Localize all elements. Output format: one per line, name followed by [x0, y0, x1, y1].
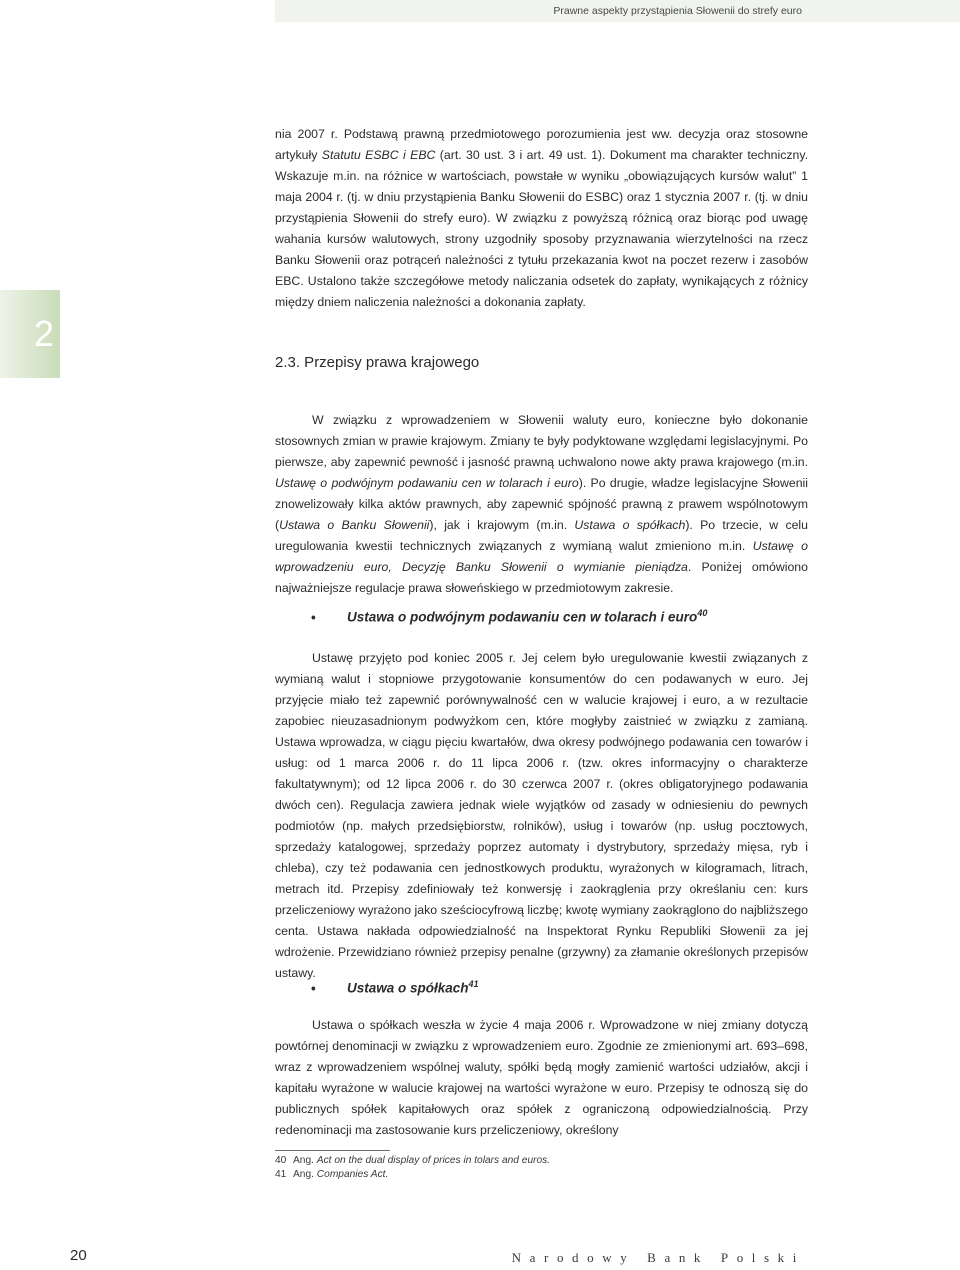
footnote-number: 40	[275, 1155, 287, 1166]
text-run: Ustawę przyjęto pod koniec 2005 r. Jej celem było uregulowanie kwestii związanych z wymianą walut i stopniowe przygotowanie konsumentów do cen podawanych w euro. Jej przyjęcie miało też zapewnić porównywalność cen w walucie krajowej i euro, a w rezultacie zapobiec nieuzasadnionym podwyżkom cen, które mogłyby zaistnieć w związku z zamianą. Ustawa wprowadza, w ciągu pięciu kwartałów, dwa okresy podwójnego podawania cen towarów i usług: od 1 marca 2006 r. do 11 lipca 2006 r. (tzw. okres informacyjny o charakterze fakultatywnym); od 12 lipca 2006 r. do 30 czerwca 2007 r. (okres obligatoryjnego podawania dwóch cen). Regulacja zawiera jednak wiele wyjątków od zasady w odniesieniu do pewnych podmiotów (np. małych przedsiębiorstw, rolników), usług i towarów (np. usług pocztowych, sprzedaży katalogowej, sprzedaży poprzez automaty i dystrybutory, sprzedaży mięsa, ryb i chleba), czy też podawania cen jednostkowych produktu, wyrażonych w kilogramach, litrach, metrach itd. Przepisy zdefiniowały też konwersję i zaokrąglenia przy określaniu cen: kurs przeliczeniowy wyrażono jako sześciocyfrową liczbę; kwotę wymiany zaokrąglono do najbliższego centa. Ustawa nakłada odpowiedzialność na Inspektorat Rynku Republiki Słowenii za jej wdrożenie. Przewidziano również przepisy penalne (grzywny) za złamanie określonych przepisów ustawy.	[275, 651, 808, 980]
paragraph	[275, 124, 808, 313]
bullet-marker: •	[311, 980, 316, 996]
text-run: (art. 30 ust. 3 i art. 49 ust. 1). Dokument ma charakter techniczny. Wskazuje m.in. na różnice w wartościach, powstałe w wyniku „obowiązujących kursów walut” 1 maja 2004 r. (tj. w dniu przystąpienia Banku Słowenii do ESBC) oraz 1 stycznia 2007 r. (tj. w dniu przystąpienia Słowenii do strefy euro). W związku z powyższą różnicą oraz biorąc pod uwagę wahania kursów walutowych, strony uzgodniły sposoby przyznawania wierzytelności na rzecz Banku Słowenii oraz potrąceń należności z tytułu przekazania kwot na poczet rezerw i zasobów EBC. Ustalono także szczegółowe metody naliczania odsetek do zapłaty, wynikających z różnicy między dniem naliczenia należności a dokonania zapłaty.	[275, 148, 808, 309]
running-header-title: Prawne aspekty przystąpienia Słowenii do strefy euro	[553, 5, 802, 17]
footnote-40	[275, 1155, 550, 1166]
text-run: ). Po trzecie, w celu uregulowania kwestii technicznych związanych z wymianą walut zmieniono m.in.	[275, 518, 809, 553]
body-text-top	[275, 124, 808, 313]
paragraph	[275, 648, 808, 984]
text-run: . Poniżej omówiono najważniejsze regulacje prawa słoweńskiego w przedmiotowym zakresie.	[275, 560, 808, 595]
dual-prices-text	[275, 648, 808, 984]
italic-title: Ustawę o wprowadzeniu euro, Decyzję Banku Słowenii o wymianie pieniądza	[275, 539, 808, 574]
footnote-prefix: Ang.	[293, 1155, 317, 1166]
italic-title: Ustawę o podwójnym podawaniu cen w tolarach i euro	[275, 476, 579, 490]
bullet-heading-companies-act	[311, 979, 479, 996]
italic-title: Statutu ESBC i EBC	[321, 148, 436, 162]
italic-title: Ustawa o spółkach	[574, 518, 686, 532]
page-number: 20	[70, 1247, 87, 1264]
running-header	[275, 0, 960, 22]
footnote-41	[275, 1169, 388, 1180]
text-run: nia 2007 r. Podstawą prawną przedmiotowego porozumienia jest ww. decyzja oraz stosowne artykuły	[275, 127, 808, 162]
paragraph	[275, 410, 808, 599]
chapter-number: 2	[33, 313, 54, 354]
companies-act-text	[275, 1015, 808, 1141]
text-run: W związku z wprowadzeniem w Słowenii waluty euro, konieczne było dokonanie stosownych zmian w prawie krajowym. Zmiany te były podyktowane względami legislacyjnymi. Po pierwsze, aby zapewnić pewność i jasność prawną uchwalono nowe akty prawa krajowego (m.in.	[275, 413, 808, 469]
chapter-side-tab	[0, 290, 60, 378]
bullet-heading-title: Ustawa o spółkach	[347, 980, 469, 996]
footnote-text: Companies Act.	[316, 1169, 389, 1180]
footnote-text: Act on the dual display of prices in tolars and euros.	[316, 1155, 551, 1166]
footnote-number: 41	[275, 1169, 287, 1180]
footnote-prefix: Ang.	[293, 1169, 317, 1180]
footnote-divider	[275, 1150, 390, 1151]
bullet-heading-dual-prices	[311, 608, 707, 625]
text-run: ). Po drugie, władze legislacyjne Słowenii znowelizowały kilka aktów prawnych, aby zapewnić spójność prawną z prawem wspólnotowym (	[275, 476, 808, 532]
italic-title: Ustawa o Banku Słowenii	[279, 518, 430, 532]
section-intro	[275, 410, 808, 599]
publisher-name: Narodowy Bank Polski	[511, 1250, 805, 1265]
text-run: Ustawa o spółkach weszła w życie 4 maja 2006 r. Wprowadzone w niej zmiany dotyczą powtórnej denominacji w związku z wprowadzeniem euro. Zgodnie ze zmienionymi art. 693–698, wraz z wprowadzeniem wspólnej waluty, spółki będą mogły zamienić wartości udziałów, akcji i kapitału wyrażone w walucie krajowej na wartości wyrażone w euro. Przepisy te odnoszą się do publicznych spółek kapitałowych oraz spółek z ograniczoną odpowiedzialnością. Przy redenominacji ma zastosowanie kurs przeliczeniowy, określony	[275, 1018, 808, 1137]
text-run: ), jak i krajowym (m.in.	[429, 518, 575, 532]
bullet-heading-title: Ustawa o podwójnym podawaniu cen w tolarach i euro	[347, 609, 698, 625]
section-heading: 2.3. Przepisy prawa krajowego	[275, 354, 480, 371]
paragraph	[275, 1015, 808, 1141]
bullet-marker: •	[311, 609, 316, 625]
footnote-ref[interactable]: 40	[697, 608, 708, 618]
footnote-ref[interactable]: 41	[468, 979, 479, 989]
